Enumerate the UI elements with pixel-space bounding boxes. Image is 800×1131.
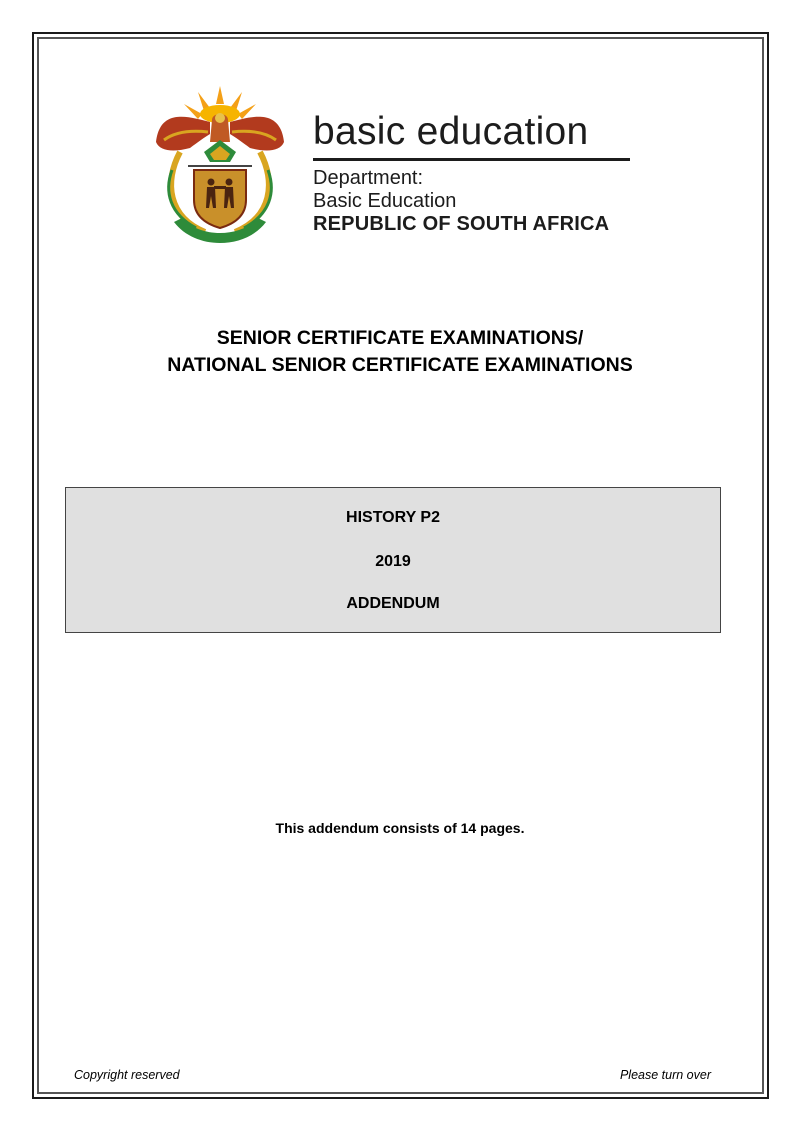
- department-brand: [313, 112, 633, 236]
- exam-year: 2019: [375, 553, 411, 570]
- subject-name: HISTORY P2: [346, 509, 440, 526]
- coat-of-arms-logo: [150, 82, 290, 250]
- brand-title: basic education: [313, 112, 630, 161]
- subject-box: [65, 487, 721, 633]
- brand-line-country: REPUBLIC OF SOUTH AFRICA: [313, 213, 610, 235]
- page-header: [150, 82, 640, 252]
- exam-title-line-2: NATIONAL SENIOR CERTIFICATE EXAMINATIONS: [167, 354, 633, 376]
- footer-copyright: Copyright reserved: [74, 1068, 180, 1082]
- document-type: ADDENDUM: [346, 595, 440, 612]
- brand-line-department: Department:: [313, 167, 424, 189]
- brand-line-basic-education: Basic Education: [313, 190, 457, 212]
- exam-title: [0, 325, 800, 379]
- page-count-note: This addendum consists of 14 pages.: [275, 820, 525, 836]
- exam-title-line-1: SENIOR CERTIFICATE EXAMINATIONS/: [216, 327, 584, 349]
- shield: [194, 170, 246, 228]
- footer-turn-over: Please turn over: [619, 1068, 711, 1082]
